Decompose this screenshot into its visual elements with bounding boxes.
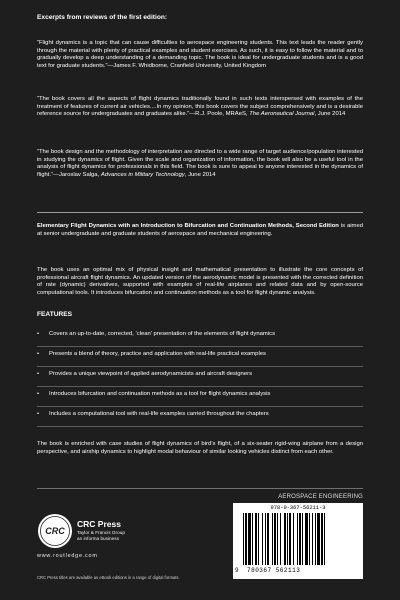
list-item: • Presents a blend of theory, practice and application with real-life practical examples	[37, 351, 363, 371]
review-source-3: Advances in Military Technology	[100, 171, 185, 178]
publisher-block	[37, 513, 197, 571]
review-quote-2: “The book covers all the aspects of flight dynamics traditionally found in such texts interspersed with examples of the treatment of features of current air vehicles....In my opinion, this book covers the subject comprehensively and is a desirable reference source for undergraduates and graduates alike.”—R.J. Poole, MRAeS, The Aeronautical Journal, June 2014	[37, 96, 363, 118]
barcode-icon	[243, 513, 353, 567]
book-title: Elementary Flight Dynamics with an Introduction to Bifurcation and Continuation Methods, Second Edition	[37, 223, 339, 229]
list-item: • Includes a computational tool with real-life examples carried throughout the chapters	[37, 411, 363, 431]
closing-paragraph: The book is enriched with case studies of flight dynamics of bird’s flight, of a six-seater rigid-wing airplane from a design perspective, and airship dynamics to highlight modal behaviour of similar looking vehicles distinct from each other.	[37, 441, 363, 455]
review-attribution-2: —R.J. Poole, MRAeS,	[189, 111, 250, 118]
crc-press-logo-icon	[37, 513, 73, 549]
review-attribution-1: —James F. Whidborne, Cranfield University, United Kingdom	[107, 62, 267, 69]
divider	[37, 212, 363, 213]
barcode-lead-digit: 9	[235, 567, 239, 574]
publisher-name: CRC Press	[77, 519, 121, 529]
ebook-note: CRC Press titles are available as eBook editions in a range of digital formats.	[37, 575, 180, 580]
bullet-icon: •	[37, 411, 40, 417]
isbn-barcode	[233, 503, 363, 579]
publisher-url: www.routledge.com	[37, 553, 98, 559]
bullet-icon: •	[37, 371, 40, 377]
review-quote-3: “The book design and the methodology of interpretation are directed to a wide range of target audience/population interested in studying the dynamics of flight. Given the scale and organization of information, the book will also be a useful tool in the analysis of flight dynamics for professionals in this field. The book is sure to appeal to anyone interested in the dynamics of flight.”—Jaroslav Salga, Advances in Military Technology, June 2014	[37, 149, 363, 178]
book-approach: The book uses an optimal mix of physical insight and mathematical presentation to illustrate the core concepts of professional aircraft flight dynamics. An updated version of the aerodynamic model is presented with the corrected definition of rate (dynamic) derivatives, supported with examples of real-life airplanes and related data and by open-source computational tools. It introduces bifurcation and continuation methods as a tool for flight dynamic analysis.	[37, 267, 363, 296]
list-item: • Provides a unique viewpoint of applied aerodynamicists and aircraft designers	[37, 371, 363, 391]
publisher-group: Taylor & Francis Group an informa business	[77, 530, 125, 541]
features-list	[37, 331, 363, 431]
reviews-heading: Excerpts from reviews of the first edition:	[37, 14, 168, 21]
bullet-icon: •	[37, 351, 40, 357]
isbn-number: 978-0-367-56211-3	[270, 505, 326, 511]
list-item: • Covers an up-to-date, corrected, ‘clean’ presentation of the elements of flight dynamics	[37, 331, 363, 351]
features-heading: FEATURES	[37, 311, 73, 318]
review-source-2: The Aeronautical Journal	[249, 111, 315, 118]
review-attribution-3: —Jaroslav Salga,	[53, 171, 101, 178]
review-quote-1: “Flight dynamics is a topic that can cause difficulties to aerospace engineering students. This text leads the reader gently through the material with plenty of practical examples and student exercises. As such, it is easy to follow the material and to gradually develop a deep understanding of a demanding topic. The book is ideal for undergraduate students and is a good text for graduate students.”—James F. Whidborne, Cranfield University, United Kingdom	[37, 40, 363, 69]
crc-logo-text: CRC	[45, 526, 65, 536]
list-item: • Introduces bifurcation and continuation methods as a tool for flight dynamics analysis	[37, 391, 363, 411]
barcode-digits: 780367 562113	[247, 567, 301, 574]
book-description: Elementary Flight Dynamics with an Introduction to Bifurcation and Continuation Methods, Second Edition is aimed at senior undergraduate and graduate students of aerospace and mechanical engineering.	[37, 223, 363, 237]
subject-category: AEROSPACE ENGINEERING	[278, 494, 363, 500]
bullet-icon: •	[37, 391, 40, 397]
back-cover	[37, 0, 363, 600]
divider	[37, 488, 363, 489]
bullet-icon: •	[37, 331, 40, 337]
